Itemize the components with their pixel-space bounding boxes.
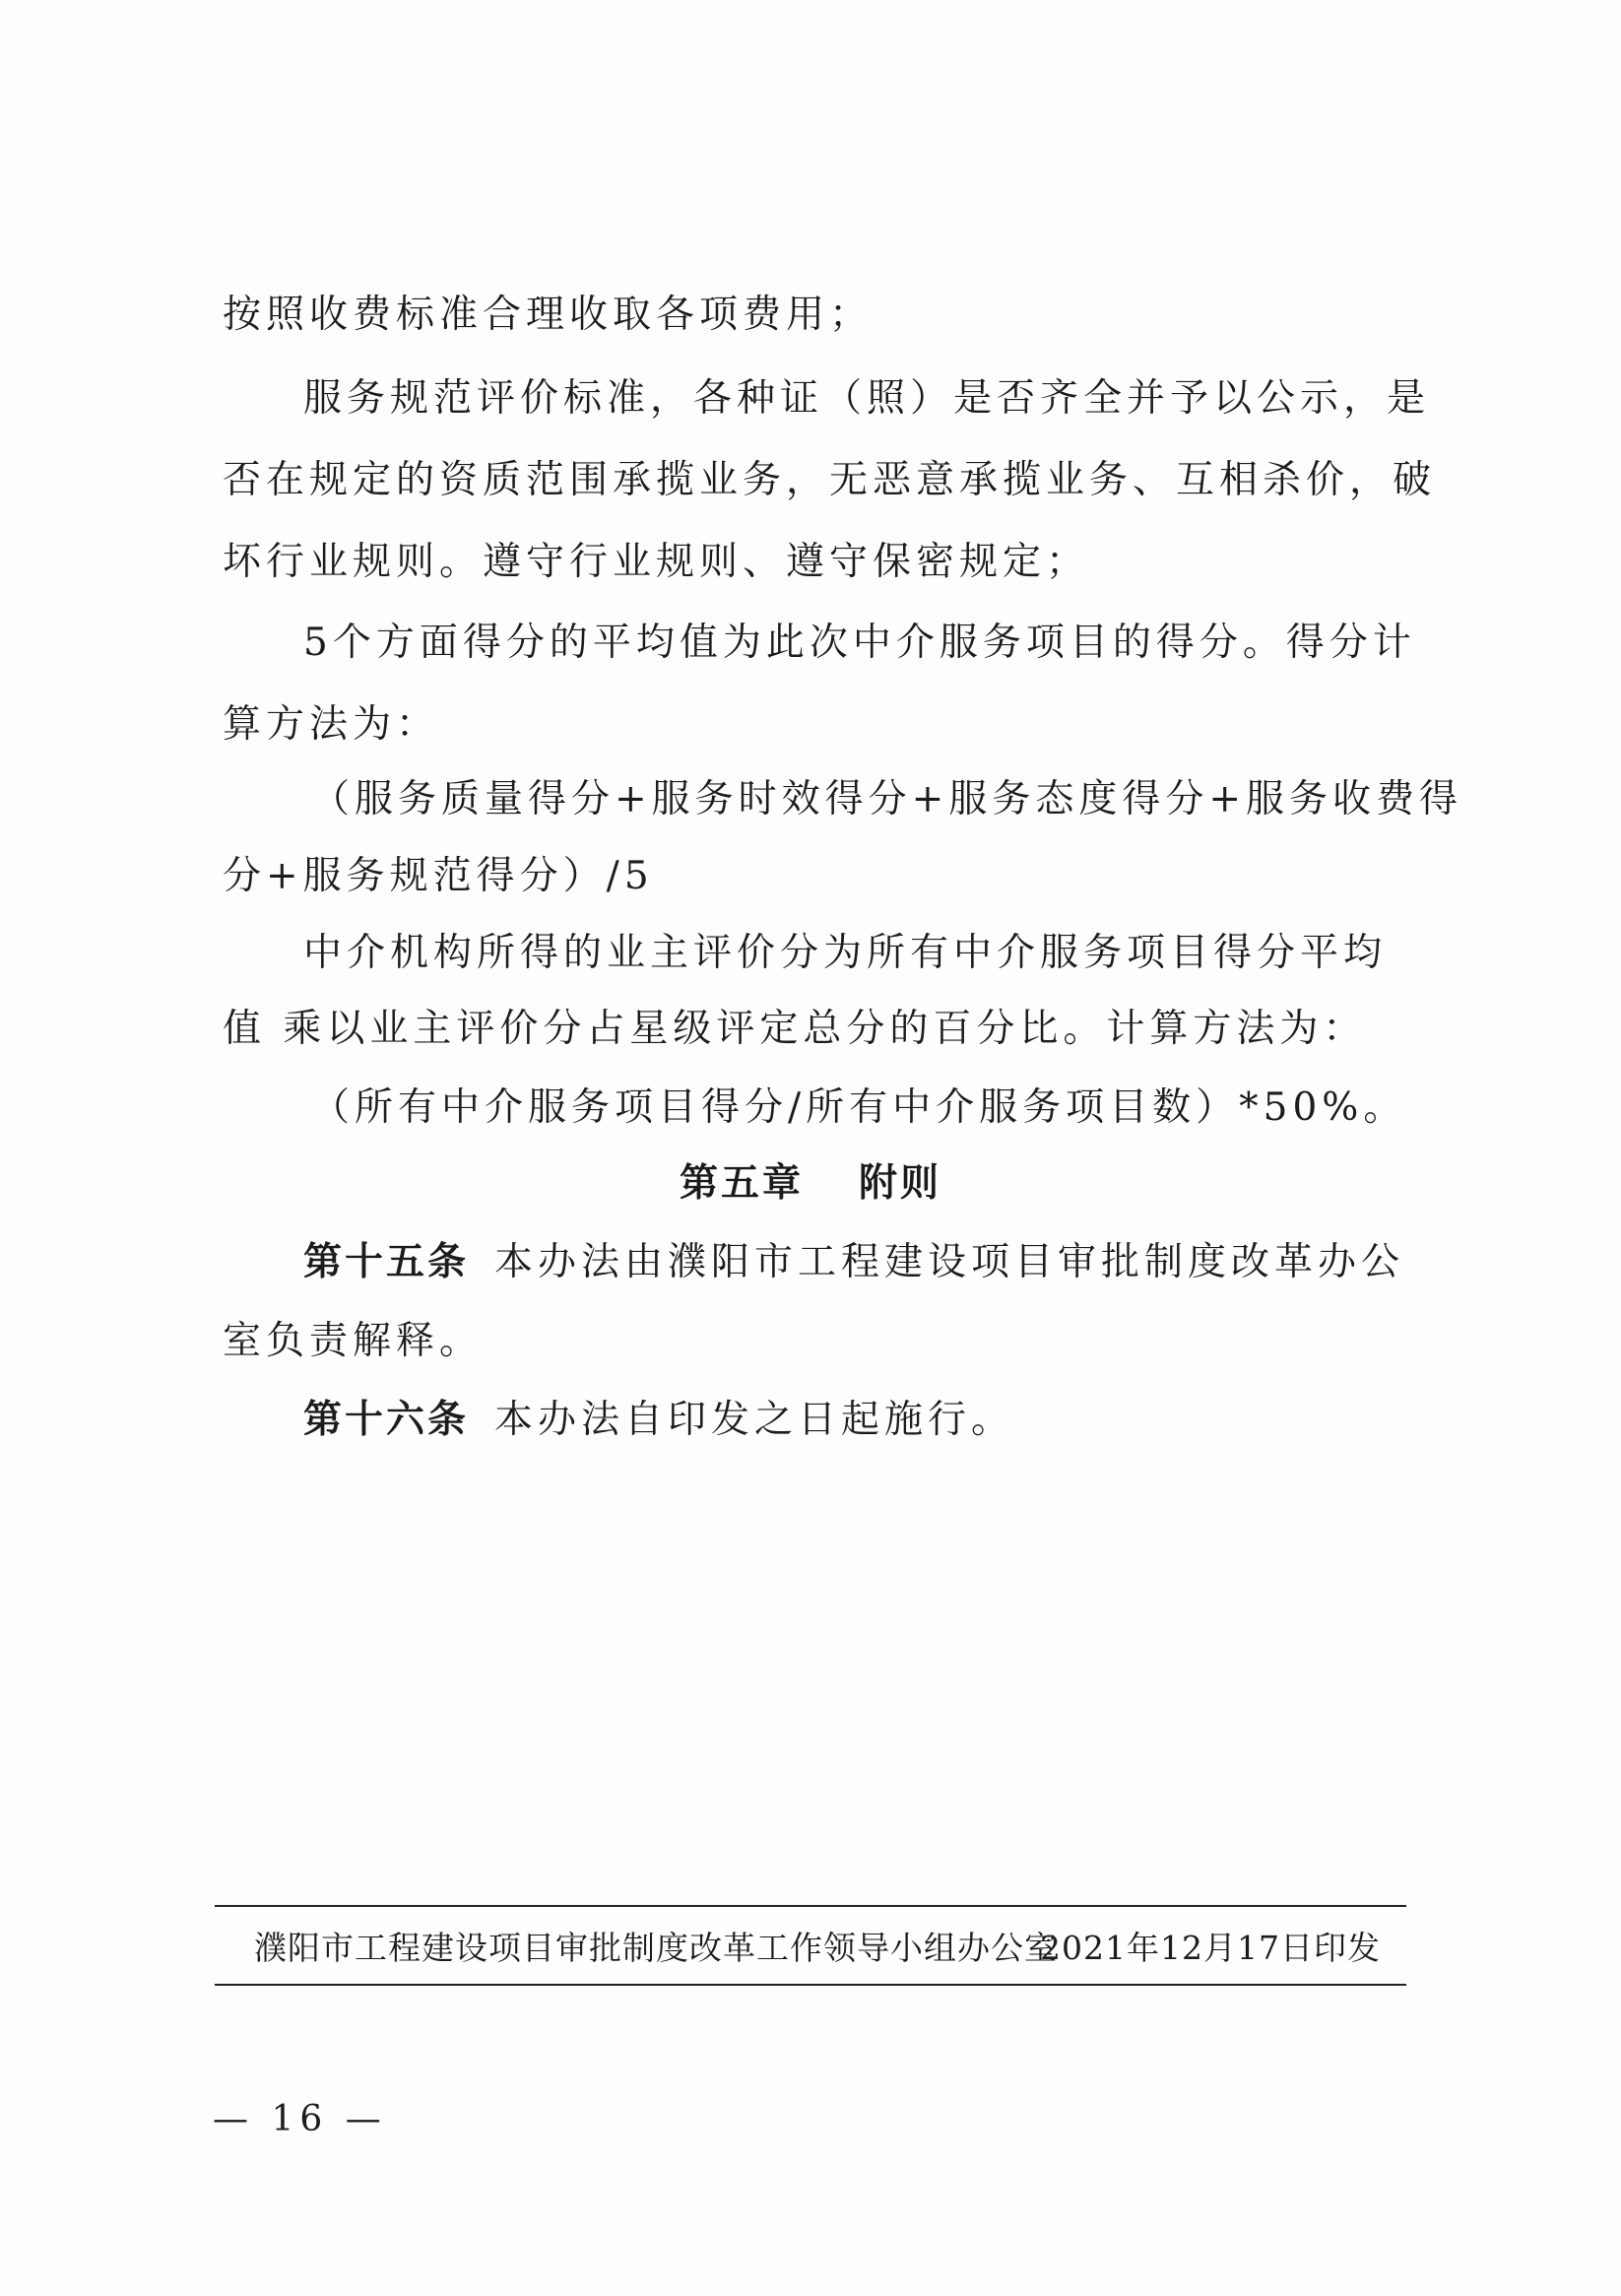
- chapter-heading: [0, 1160, 1621, 1208]
- article-16: [303, 1397, 1014, 1444]
- body-line: 算方法为：: [223, 702, 440, 747]
- footer-issue-date: 2021年12月17日印发: [1040, 1929, 1381, 1967]
- body-line: 5个方面得分的平均值为此次中介服务项目的得分。得分计: [303, 621, 1416, 665]
- footer-bottom-rule: [215, 1984, 1406, 1986]
- formula-line: （服务质量得分+服务时效得分+服务态度得分+服务收费得: [311, 777, 1463, 821]
- chapter-title: 附则: [859, 1161, 942, 1206]
- formula-line: 分+服务规范得分）/5: [223, 854, 654, 898]
- formula-line: （所有中介服务项目得分/所有中介服务项目数）*50%。: [311, 1085, 1407, 1130]
- body-line: 按照收费标准合理收取各项费用；: [223, 293, 874, 337]
- body-line: 中介机构所得的业主评价分为所有中介服务项目得分平均: [303, 931, 1388, 975]
- article-label: 第十六条: [303, 1398, 470, 1442]
- article-text: 本办法由濮阳市工程建设项目审批制度改革办公: [494, 1240, 1405, 1284]
- body-line: 服务规范评价标准，各种证（照）是否齐全并予以公示，是: [303, 376, 1431, 421]
- footer-top-rule: [215, 1905, 1406, 1907]
- article-15-continued: 室负责解释。: [223, 1319, 484, 1363]
- footer-issuer: 濮阳市工程建设项目审批制度改革工作领导小组办公室: [254, 1929, 1058, 1967]
- article-text: 本办法自印发之日起施行。: [494, 1398, 1015, 1442]
- body-line: 否在规定的资质范围承揽业务，无恶意承揽业务、互相杀价，破: [223, 458, 1437, 502]
- article-label: 第十五条: [303, 1240, 470, 1284]
- article-15: [303, 1239, 1404, 1286]
- body-line: 值 乘以业主评价分占星级评定总分的百分比。计算方法为：: [223, 1007, 1367, 1051]
- page-number: — 16 —: [213, 2099, 387, 2139]
- body-line: 坏行业规则。遵守行业规则、遵守保密规定；: [223, 540, 1090, 584]
- chapter-number: 第五章: [679, 1161, 804, 1206]
